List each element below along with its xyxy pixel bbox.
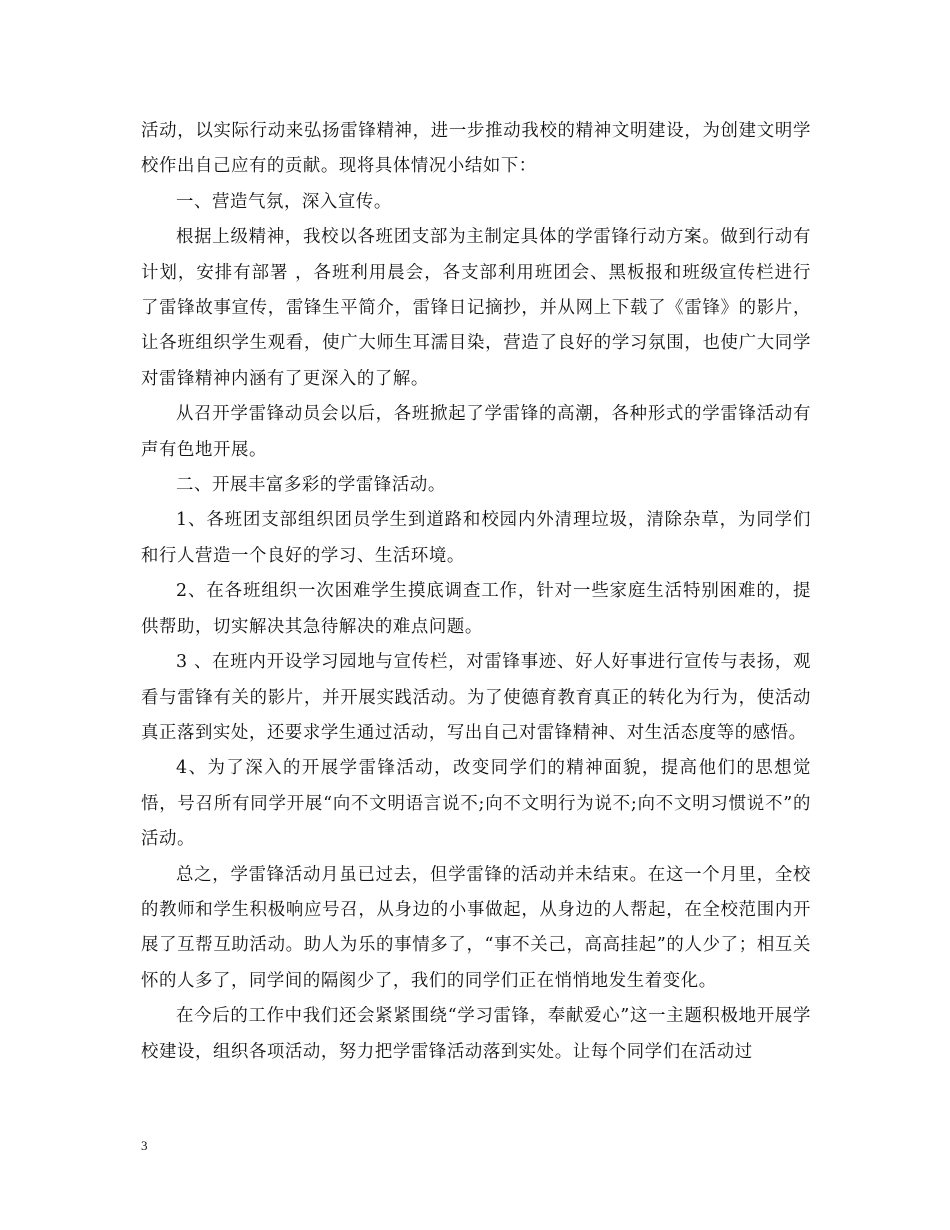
document-body — [141, 114, 811, 1070]
section-heading-1: 一、营造气氛，深入宣传。 — [176, 191, 392, 212]
list-item-3: 3 、在班内开设学习园地与宣传栏，对雷锋事迹、好人好事进行宣传与表扬，观看与雷锋有关的影片，并开展实践活动。为了使德育教育真正的转化为行为，使活动真正落到实处，还要求学生通过活动，写出自己对雷锋精神、对生活态度等的感悟。 — [141, 652, 811, 743]
paragraph-2: 根据上级精神，我校以各班团支部为主制定具体的学雷锋行动方案。做到行动有计划，安排有部署 ，各班利用晨会，各支部利用班团会、黑板报和班级宣传栏进行了雷锋故事宣传，雷锋生平简介，雷锋日记摘抄，并从网上下载了《雷锋》的影片，让各班组织学生观看，使广大师生耳濡目染，营造了良好的学习氛围，也使广大同学对雷锋精神内涵有了更深入的了解。 — [141, 227, 811, 389]
list-item-2: 2、在各班组织一次困难学生摸底调查工作，针对一些家庭生活特别困难的，提供帮助，切实解决其急待解决的难点问题。 — [141, 581, 811, 637]
closing-paragraph: 在今后的工作中我们还会紧紧围绕“学习雷锋，奉献爱心”这一主题积极地开展学校建设，组织各项活动，努力把学雷锋活动落到实处。让每个同学们在活动过 — [141, 1006, 811, 1062]
list-item-4: 4、为了深入的开展学雷锋活动，改变同学们的精神面貌，提高他们的思想觉悟，号召所有同学开展“向不文明语言说不;向不文明行为说不;向不文明习惯说不”的活动。 — [141, 758, 811, 850]
page-number: 3 — [141, 1138, 148, 1153]
summary-paragraph: 总之，学雷锋活动月虽已过去，但学雷锋的活动并未结束。在这一个月里，全校的教师和学生积极响应号召，从身边的小事做起，从身边的人帮起，在全校范围内开展了互帮互助活动。助人为乐的事情多了，“事不关己，高高挂起”的人少了；相互关怀的人多了，同学间的隔阂少了，我们的同学们正在悄悄地发生着变化。 — [141, 864, 811, 991]
section-heading-2: 二、开展丰富多彩的学雷锋活动。 — [176, 475, 446, 496]
list-item-1: 1、各班团支部组织团员学生到道路和校园内外清理垃圾，清除杂草，为同学们和行人营造一个良好的学习、生活环境。 — [141, 510, 811, 566]
paragraph-3: 从召开学雷锋动员会以后，各班掀起了学雷锋的高潮，各种形式的学雷锋活动有声有色地开展。 — [141, 404, 811, 460]
paragraph-1: 活动，以实际行动来弘扬雷锋精神，进一步推动我校的精神文明建设，为创建文明学校作出自己应有的贡献。现将具体情况小结如下： — [141, 121, 811, 177]
